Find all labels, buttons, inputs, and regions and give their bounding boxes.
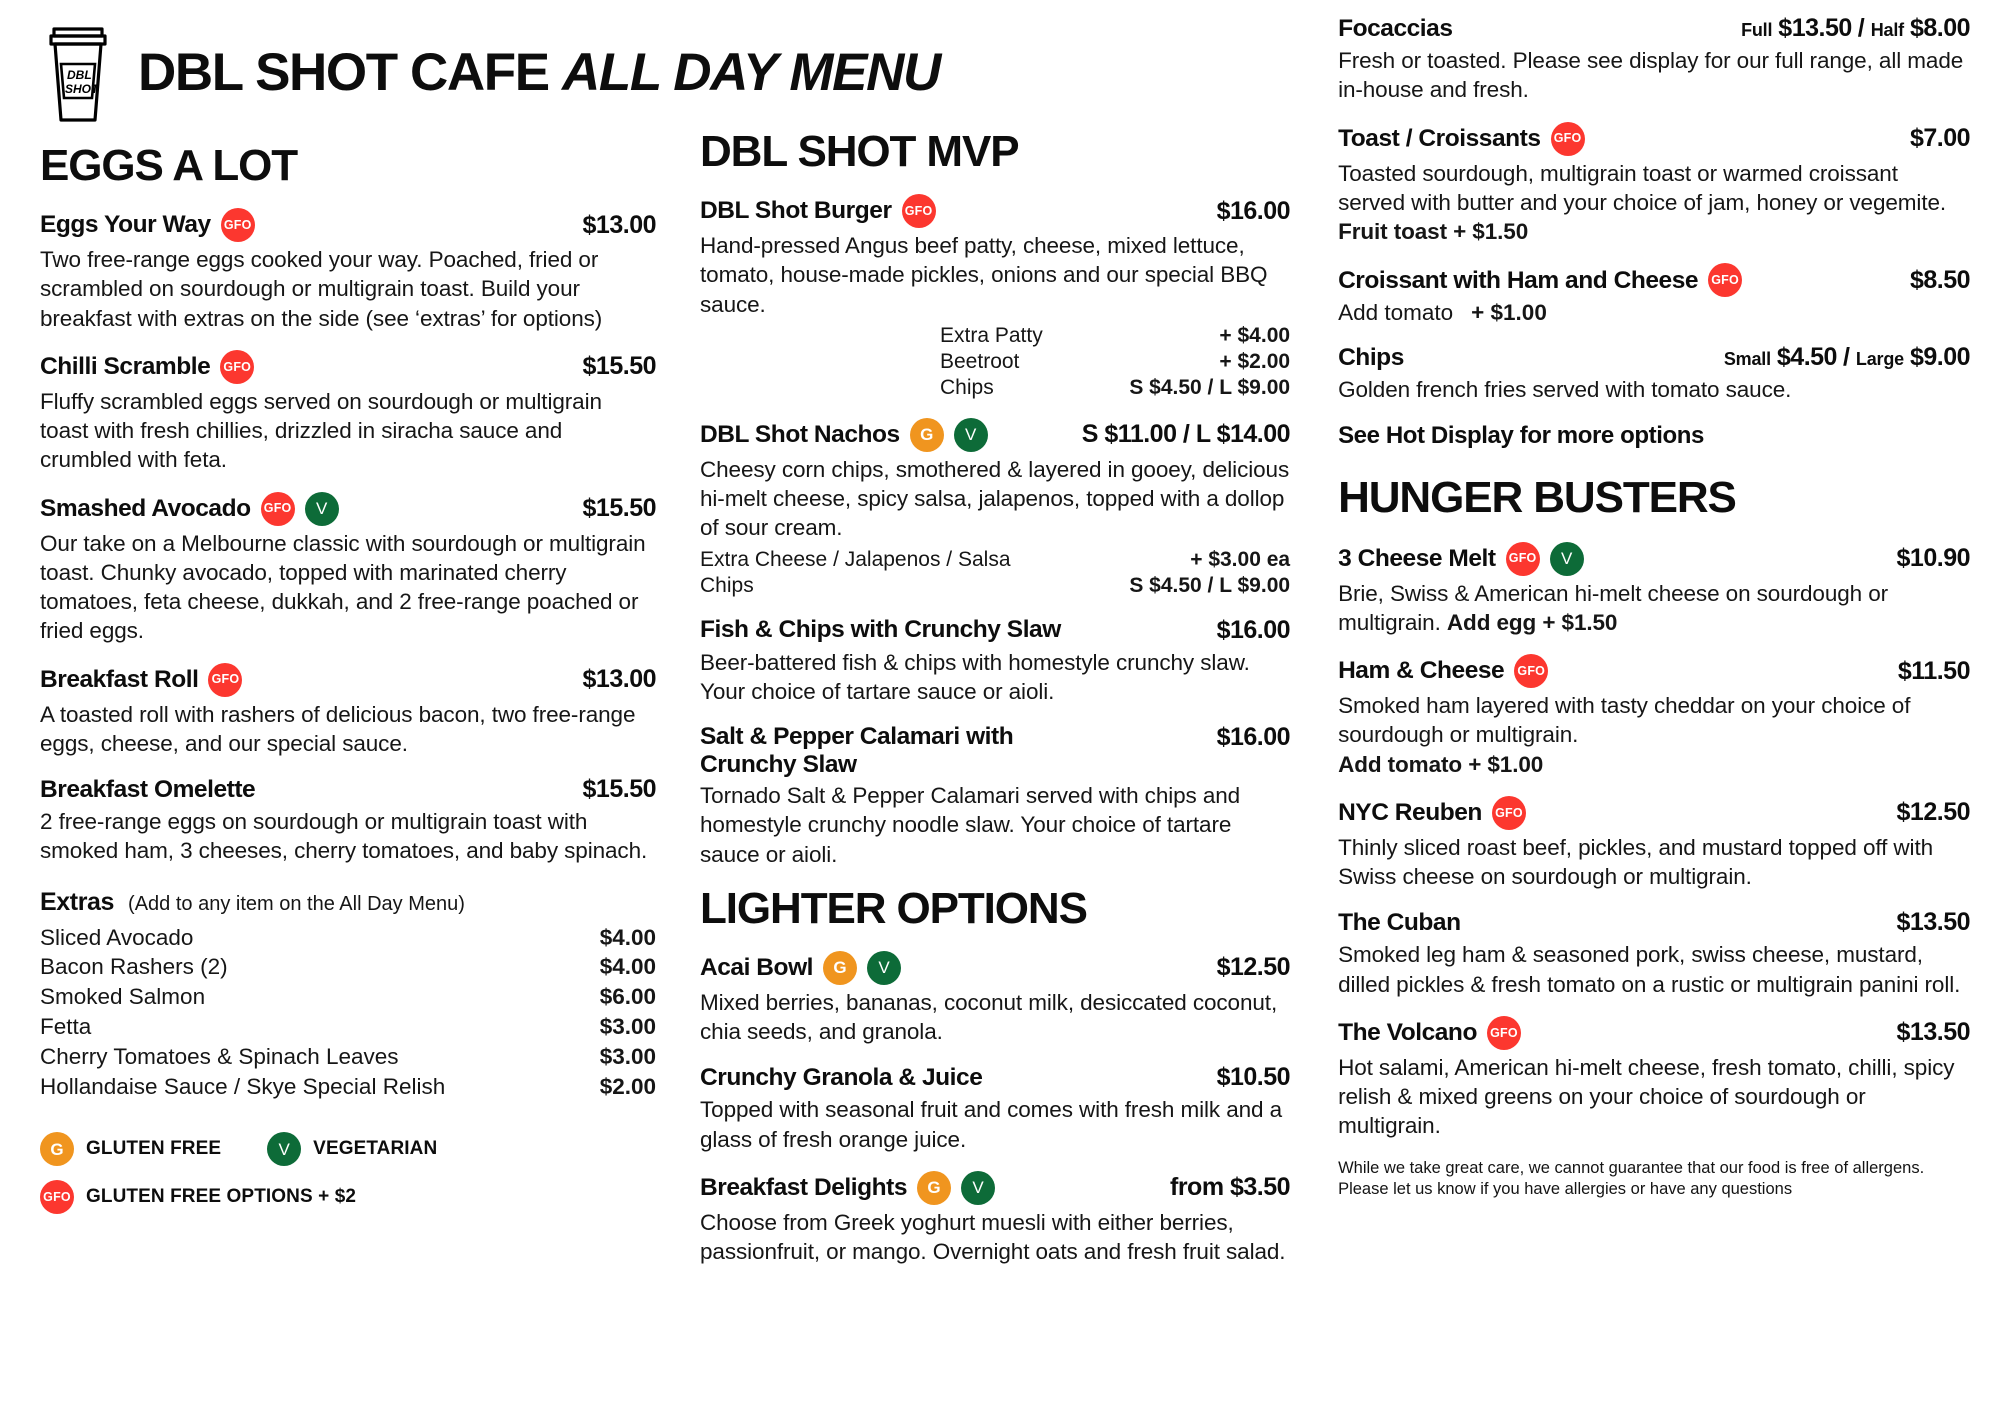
title-italic: ALL DAY MENU [562,42,940,102]
menu-item[interactable] [40,663,656,759]
menu-item-price: S $11.00 / L $14.00 [1081,420,1291,449]
menu-item-price: $15.50 [582,352,656,381]
extras-price: $3.00 [599,1014,656,1040]
extras-price: $4.00 [599,954,656,980]
extras-price: $4.00 [599,924,656,950]
menu-item-name: NYC Reuben [1338,799,1482,827]
menu-item-name: DBL Shot Nachos [700,421,900,449]
gfo-badge-icon: GFO [1551,122,1585,156]
option-row[interactable] [700,547,1290,573]
gfo-badge-icon: GFO [1506,542,1540,576]
extras-row[interactable] [40,923,656,953]
menu-item-description: Topped with seasonal fruit and comes with fresh milk and a glass of fresh orange juice. [700,1097,1283,1152]
menu-item-header [40,775,656,804]
option-label: Extra Cheese / Jalapenos / Salsa [700,547,1011,571]
description-bold-note: Add egg + $1.50 [1446,609,1618,635]
menu-item-description: Golden french fries served with tomato sauce. [1338,377,1792,403]
menu-item-header [1338,542,1970,576]
logo-text-shot: SHOT [65,82,99,96]
price-tag-full: Full [1741,20,1773,40]
menu-item-description: Two free-range eggs cooked your way. Poached, fried or scrambled on sourdough or multigrain toast. Build your breakfast with extras on the side (see ‘extras’ for options) [40,247,603,331]
logo-text-dbl: DBL [67,68,92,82]
menu-item-description: Fluffy scrambled eggs served on sourdough or multigrain toast with fresh chillies, drizzled in siracha sauce and crumbled with feta. [40,388,602,473]
menu-item-description: Hot salami, American hi-melt cheese, fresh tomato, chilli, spicy relish & mixed greens on your choice of sourdough or multigrain. [1338,1054,1955,1139]
extras-title: Extras [40,887,115,916]
menu-item-options [700,547,1290,599]
option-price: + $2.00 [1219,349,1291,373]
section-title-lighter: LIGHTER OPTIONS [700,883,1087,933]
menu-item-price: $11.50 [1897,656,1970,685]
menu-item-header [1338,343,1970,372]
extras-label: Smoked Salmon [40,984,206,1010]
description-text: Brie, Swiss & American hi-melt cheese on sourdough or multigrain. [1338,580,1889,635]
option-label: Beetroot [940,349,1020,373]
menu-item[interactable] [40,775,656,866]
extras-row[interactable] [40,1072,656,1102]
price-amount-half: $8.00 [1909,14,1970,42]
menu-item-description: Smoked leg ham & seasoned pork, swiss cheese, mustard, dilled pickles & fresh tomato on a rustic or multigrain panini roll. [1338,942,1961,997]
menu-item-description: A toasted roll with rashers of delicious bacon, two free-range eggs, cheese, and our special sauce. [40,701,636,756]
menu-item-header [700,1171,1290,1205]
menu-item-header [1338,263,1970,297]
legend-line-gf-veg [40,1132,656,1166]
option-label: Extra Patty [940,323,1043,347]
gfo-badge-icon: GFO [1487,1016,1521,1050]
gfo-badge-icon: GFO [208,663,242,697]
menu-item-name: Eggs Your Way [40,211,211,239]
option-price: S $4.50 / L $9.00 [1129,375,1291,399]
right-column [1320,14,1978,1414]
menu-item-price: $13.50 [1896,1018,1970,1047]
menu-item-name: Chips [1338,344,1404,372]
menu-header [40,14,940,130]
menu-item-header [40,663,656,697]
menu-item-name: Ham & Cheese [1338,657,1505,685]
extras-row[interactable] [40,982,656,1012]
menu-item-price: $16.00 [1216,615,1291,644]
extras-label: Fetta [40,1014,92,1040]
price-tag-small: Small [1723,349,1771,370]
menu-item-header [1338,14,1970,43]
menu-item-name: Breakfast Delights [700,1174,908,1202]
menu-item-header [40,350,656,384]
menu-item-name: Acai Bowl [700,954,814,982]
gfo-badge-icon: GFO [221,208,255,242]
menu-item-header [1338,796,1970,830]
coffee-cup-logo-icon [40,19,116,125]
menu-item-header [700,194,1290,228]
extras-note: (Add to any item on the All Day Menu) [128,892,465,915]
price-amount-small: $4.50 [1776,343,1837,372]
addon-label: Add tomato [1338,300,1454,326]
menu-item-header [1338,654,1970,688]
price-amount-large: $9.00 [1909,343,1970,372]
title-main: DBL SHOT CAFE [138,42,563,102]
gfo-badge-icon: GFO [1514,654,1548,688]
gluten-free-badge-icon: G [910,418,944,452]
menu-item-header [1338,1016,1970,1050]
extras-label: Bacon Rashers (2) [40,954,228,980]
extras-label: Sliced Avocado [40,924,194,950]
gfo-badge-icon: GFO [902,194,936,228]
option-row[interactable] [940,323,1290,349]
price-tag-large: Large [1855,349,1904,370]
option-row[interactable] [700,573,1290,599]
option-row[interactable] [940,375,1290,401]
menu-item-description: Fresh or toasted. Please see display for our full range, all made in-house and fresh. [1338,48,1964,103]
menu-item-header [700,616,1290,645]
legend-line-gfo [40,1180,656,1214]
menu-item[interactable] [1338,654,1970,779]
menu-item-name: Breakfast Omelette [40,775,256,803]
menu-item-price: from $3.50 [1170,1173,1291,1202]
menu-item[interactable] [700,1063,1290,1154]
legend-label-vegetarian: VEGETARIAN [313,1138,438,1160]
extras-row[interactable] [40,1012,656,1042]
extras-price: $2.00 [599,1074,656,1100]
option-label: Chips [700,573,754,597]
menu-item-description [1338,159,1970,247]
addon-price: + $1.00 [1471,300,1547,326]
menu-item-name: Croissant with Ham and Cheese [1338,266,1699,294]
menu-item-description: Cheesy corn chips, smothered & layered in gooey, delicious hi-melt cheese, spicy salsa, jalapenos, topped with a dollop of sour cream. [700,456,1290,541]
description-bold-note: Fruit toast + $1.50 [1338,219,1529,244]
menu-item-description: Tornado Salt & Pepper Calamari served with chips and homestyle crunchy noodle slaw. Your choice of tartare sauce or aioli. [700,783,1241,867]
option-row[interactable] [940,349,1290,375]
menu-item-price: $13.00 [582,665,656,693]
gluten-free-badge-icon: G [40,1132,74,1166]
menu-item[interactable] [1338,796,1970,892]
extras-row[interactable] [40,952,656,982]
menu-item[interactable] [1338,14,1970,105]
menu-item-addon-note: Add tomato + $1.00 [1338,751,1544,777]
menu-item[interactable] [1338,542,1970,638]
extras-row[interactable] [40,1042,656,1072]
gfo-badge-icon: GFO [220,350,254,384]
price-separator: / [1842,343,1850,372]
menu-item-name: Salt & Pepper Calamari with Crunchy Slaw [700,723,1014,778]
menu-item[interactable] [40,350,656,475]
menu-item[interactable] [1338,122,1970,247]
menu-item-header [700,723,1290,778]
menu-item-price: $10.90 [1896,544,1970,572]
price-separator: / [1857,14,1865,42]
option-price: + $3.00 ea [1190,547,1291,571]
menu-item-price [1714,343,1970,372]
menu-item-name: Crunchy Granola & Juice [700,1064,983,1092]
gluten-free-badge-icon: G [917,1171,951,1205]
extras-price: $3.00 [599,1044,656,1070]
menu-item-header [700,1063,1290,1092]
menu-item-name: Fish & Chips with Crunchy Slaw [700,616,1061,644]
gfo-badge-icon: GFO [1708,263,1742,297]
legend [40,1132,656,1214]
menu-item-price: $12.50 [1216,953,1291,982]
see-hot-display-note: See Hot Display for more options [1338,421,1704,449]
menu-item-price: $12.50 [1896,798,1970,827]
menu-item-name: Toast / Croissants [1338,124,1541,152]
extras-list [40,923,656,1103]
gfo-badge-icon: GFO [40,1180,74,1214]
vegetarian-badge-icon: V [267,1132,301,1166]
option-label: Chips [940,375,994,399]
menu-item-name: Smashed Avocado [40,494,251,522]
extras-header [40,888,656,917]
menu-item-price: $8.50 [1909,265,1970,294]
menu-item-description: Choose from Greek yoghurt muesli with either berries, passionfruit, or mango. Overnight oats and fresh fruit salad. [700,1209,1286,1265]
vegetarian-badge-icon: V [1550,542,1584,576]
menu-item[interactable] [40,208,656,333]
legend-label-gfo: GLUTEN FREE OPTIONS + $2 [86,1186,357,1208]
menu-item[interactable] [700,1171,1290,1267]
gfo-badge-icon: GFO [261,492,295,526]
menu-item-description: 2 free-range eggs on sourdough or multigrain toast with smoked ham, 3 cheeses, cherry tomatoes, and baby spinach. [40,809,648,864]
menu-item-name: Breakfast Roll [40,665,199,693]
extras-label: Cherry Tomatoes & Spinach Leaves [40,1044,399,1070]
menu-item-price: $13.50 [1896,908,1970,937]
vegetarian-badge-icon: V [305,492,339,526]
menu-item[interactable] [700,951,1290,1047]
menu-item[interactable] [700,194,1290,401]
menu-item-header [700,418,1290,452]
menu-item[interactable] [40,492,656,646]
menu-item[interactable] [700,418,1290,599]
menu-item-addon[interactable] [1338,300,1970,326]
legend-label-gluten-free: GLUTEN FREE [86,1138,222,1160]
menu-item-header [1338,908,1970,937]
menu-item-price: $16.00 [1216,196,1291,225]
menu-item[interactable] [700,723,1290,869]
menu-item-price: $16.00 [1216,723,1291,752]
menu-item-price: $7.00 [1909,124,1970,152]
menu-item-header [40,208,656,242]
menu-item-name: DBL Shot Burger [700,197,892,225]
menu-item-price: $15.50 [582,494,656,522]
vegetarian-badge-icon: V [961,1171,995,1205]
menu-item[interactable] [1338,263,1970,326]
extras-price: $6.00 [599,984,656,1010]
menu-item-name: Chilli Scramble [40,353,211,381]
menu-item-name: The Volcano [1338,1019,1477,1047]
menu-item-description: Beer-battered fish & chips with homestyle crunchy slaw. Your choice of tartare sauce or aioli. [700,649,1250,704]
menu-item-price: $10.50 [1216,1063,1291,1092]
section-title-eggs: EGGS A LOT [40,141,298,190]
menu-item-price [1731,14,1970,43]
price-amount-full: $13.50 [1778,14,1852,42]
menu-item-description: Our take on a Melbourne classic with sourdough or multigrain toast. Chunky avocado, topped with marinated cherry tomatoes, feta cheese, dukkah, and 2 free-range poached or fried eggs. [40,530,646,644]
menu-item-header [1338,122,1970,156]
middle-column [682,14,1320,1414]
menu-item-name: Focaccias [1338,14,1453,42]
section-title-mvp: DBL SHOT MVP [700,127,1019,176]
extras-label: Hollandaise Sauce / Skye Special Relish [40,1074,446,1100]
menu-item-price: $13.00 [582,210,656,239]
gfo-badge-icon: GFO [1492,796,1526,830]
option-price: S $4.50 / L $9.00 [1129,573,1291,597]
menu-item-options [700,323,1290,401]
menu-item-name: 3 Cheese Melt [1338,544,1496,572]
menu-item-name: The Cuban [1338,909,1461,937]
middle-top-spacer [700,14,1290,126]
menu-item[interactable] [1338,343,1970,404]
vegetarian-badge-icon: V [954,418,988,452]
vegetarian-badge-icon: V [867,951,901,985]
description-text: Toasted sourdough, multigrain toast or warmed croissant served with butter and your choice of jam, honey or vegemite. [1338,160,1947,215]
option-price: + $4.00 [1219,323,1291,347]
gluten-free-badge-icon: G [823,951,857,985]
menu-item[interactable] [1338,908,1970,999]
menu-item-description: Smoked ham layered with tasty cheddar on your choice of sourdough or multigrain. [1338,693,1911,748]
menu-item-header [40,492,656,526]
price-tag-half: Half [1870,20,1904,40]
menu-item[interactable] [700,616,1290,707]
menu-item-description [1338,579,1970,638]
menu-item[interactable] [1338,1016,1970,1141]
menu-item-description: Hand-pressed Angus beef patty, cheese, mixed lettuce, tomato, house-made pickles, onions and our special BBQ sauce. [700,233,1268,317]
menu-item-price: $15.50 [582,775,656,803]
allergen-disclaimer: While we take great care, we cannot guarantee that our food is free of allergens. Please let us know if you have allergies or have any questions [1338,1158,1925,1199]
section-title-hunger-busters: HUNGER BUSTERS [1338,472,1736,522]
menu-item-header [700,951,1290,985]
menu-item-description: Thinly sliced roast beef, pickles, and mustard topped off with Swiss cheese on sourdough or multigrain. [1338,834,1934,889]
menu-item-description: Mixed berries, bananas, coconut milk, desiccated coconut, chia seeds, and granola. [700,989,1278,1045]
